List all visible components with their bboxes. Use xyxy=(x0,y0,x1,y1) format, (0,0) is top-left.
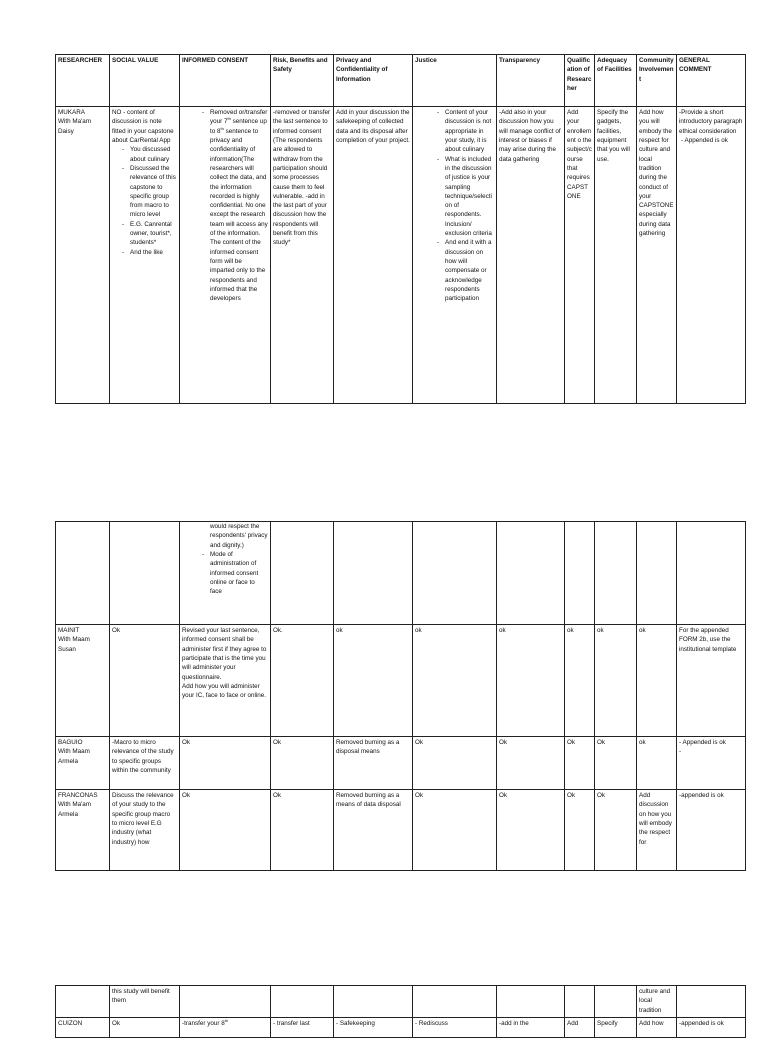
list-item: - You discussed about culinary xyxy=(130,145,177,164)
social-value-cell: Discuss the relevance of your study to the specific group macro to micro level E.G industry (what industry) how xyxy=(110,790,180,871)
researcher-cell xyxy=(56,107,110,404)
header-transparency: Transparency xyxy=(497,55,565,107)
list-item: - And the like xyxy=(130,248,177,257)
privacy-cell: - Safekeeping xyxy=(334,1018,413,1038)
informed-consent-cell: -transfer your 8th xyxy=(180,1018,271,1038)
header-informed-consent: INFORMED CONSENT xyxy=(180,55,271,107)
list-item: - What is included in the discussion of justice is your sampling technique/selection of respondents. Inclusion/ exclusion criteria xyxy=(445,155,494,239)
informed-consent-cell: Ok xyxy=(180,737,271,790)
list-item: - E.G. Canrental owner, tourist*, students* xyxy=(130,220,177,248)
list-item: - Content of your discussion is not appropriate in your study, it is about culinary xyxy=(445,108,494,155)
qualification-cell: ok xyxy=(565,625,595,737)
researcher-cell: MAINIT With Maam Susan xyxy=(56,625,110,737)
header-risk-benefits-safety: Risk, Benefits and Safety xyxy=(271,55,334,107)
transparency-cell: ok xyxy=(497,625,565,737)
justice-cell: Ok xyxy=(413,737,497,790)
transparency-cell: -add in the xyxy=(497,1018,565,1038)
general-comment-cell: -Provide a short introductory paragraph ethical consideration - Appended is ok xyxy=(677,107,746,404)
general-comment-cell: For the appended FORM 2b, use the institutional template xyxy=(677,625,746,737)
community-cell: culture and local tradition xyxy=(637,986,677,1018)
social-value-cell: Ok xyxy=(110,1018,180,1038)
header-social-value: SOCIAL VALUE xyxy=(110,55,180,107)
risk-cell: -removed or transfer the last sentence to informed consent (The respondents are allowed to withdraw from the participation should some processes cause them to feel vulnerable. -add in the last part of your discussion how the respondents will benefit from this study* xyxy=(271,107,334,404)
justice-cell: - Rediscuss xyxy=(413,1018,497,1038)
general-comment-cell: -appended is ok xyxy=(677,1018,746,1038)
researcher-name: MUKARA xyxy=(58,109,85,116)
header-privacy-confidentiality: Privacy and Confidentiality of Information xyxy=(334,55,413,107)
justice-cell: Ok xyxy=(413,790,497,871)
transparency-cell: -Add also in your discussion how you will manage conflict of interest or biases if may arise during the data gathering xyxy=(497,107,565,404)
transparency-cell: Ok xyxy=(497,790,565,871)
community-cell: Add how xyxy=(637,1018,677,1038)
list-item: - Removed or/transfer your 7th sentence up to 8th sentence to privacy and confidentiality of information(The researchers will collect the data, and the information recorded is highly confidential. No one except the research team will access any of the information. The content of the informed consent form will be imparted only to the respondents and informed that the developers xyxy=(210,108,268,304)
informed-consent-cell xyxy=(180,107,271,404)
researcher-cell: FRANCONAS With Ma'am Armela xyxy=(56,790,110,871)
risk-cell: - transfer last xyxy=(271,1018,334,1038)
header-qualification: Qualification of Researcher xyxy=(565,55,595,107)
social-value-cell: -Macro to micro relevance of the study to specific groups within the community xyxy=(110,737,180,790)
risk-cell: Ok xyxy=(271,790,334,871)
list-item: - Mode of administration of informed consent online or face to face xyxy=(210,550,268,597)
header-community: Community Involvement xyxy=(637,55,677,107)
general-comment-cell: - Appended is ok - xyxy=(677,737,746,790)
risk-cell: Ok. xyxy=(271,625,334,737)
justice-cell: ok xyxy=(413,625,497,737)
table-row xyxy=(56,107,746,404)
adequacy-cell: Specify xyxy=(595,1018,637,1038)
qualification-cell: Ok xyxy=(565,737,595,790)
qualification-cell: Add xyxy=(565,1018,595,1038)
justice-cell xyxy=(413,107,497,404)
header-researcher: RESEARCHER xyxy=(56,55,110,107)
social-value-cell: Ok xyxy=(110,625,180,737)
review-table-page-1 xyxy=(55,54,746,404)
community-cell: Add discussion on how you will embody the respect for xyxy=(637,790,677,871)
header-row xyxy=(56,55,746,107)
community-cell: Add how you will embody the respect for culture and local tradition during the conduct of your CAPSTONE especially during data gathering xyxy=(637,107,677,404)
privacy-cell: Add in your discussion the safekeeping of collected data and its disposal after completion of your project. xyxy=(334,107,413,404)
informed-consent-cell: Revised your last sentence, informed consent shall be administer first if they agree to participate that is the time you will administer your questionnaire. Add how you will administer your IC, face to face or online. xyxy=(180,625,271,737)
researcher-adviser: With Ma'am Daisy xyxy=(58,118,93,135)
table-row xyxy=(56,790,746,871)
table-row xyxy=(56,625,746,737)
list-item: - And end it with a discussion on how will compensate or acknowledge respondents participation xyxy=(445,238,494,303)
table-row xyxy=(56,1018,746,1038)
header-general-comment: GENERAL COMMENT xyxy=(677,55,746,107)
privacy-cell: ok xyxy=(334,625,413,737)
qualification-cell: Ok xyxy=(565,790,595,871)
review-table-page-3 xyxy=(55,985,746,1038)
informed-consent-cell: would respect the respondents' privacy and dignity.) - Mode of administration of informed consent online or face to face xyxy=(180,522,271,625)
social-value-cell: this study will benefit them xyxy=(110,986,180,1018)
social-value-cell: NO - content of discussion is note fitted in your capstone about CarRental App - You discussed about culinary - Discussed the relevance of this capstone to specific group from macro to micro level - E.G. Canrental owner, tourist*, students* - And the like xyxy=(110,107,180,404)
community-cell: ok xyxy=(637,625,677,737)
header-justice: Justice xyxy=(413,55,497,107)
table-row xyxy=(56,986,746,1018)
table-row xyxy=(56,522,746,625)
risk-cell: Ok xyxy=(271,737,334,790)
transparency-cell: Ok xyxy=(497,737,565,790)
community-cell: ok xyxy=(637,737,677,790)
researcher-cell: BAGUIO With Maam Armela xyxy=(56,737,110,790)
informed-consent-cell: Ok xyxy=(180,790,271,871)
general-comment-cell: -appended is ok xyxy=(677,790,746,871)
list-item: - Discussed the relevance of this capstone to specific group from macro to micro level xyxy=(130,164,177,220)
privacy-cell: Removed burning as a means of data disposal xyxy=(334,790,413,871)
header-adequacy: Adequacy of Facilities xyxy=(595,55,637,107)
review-table-page-2 xyxy=(55,521,746,871)
table-row xyxy=(56,737,746,790)
adequacy-cell: Specify the gadgets, facilities, equipment that you will use. xyxy=(595,107,637,404)
adequacy-cell: Ok xyxy=(595,737,637,790)
adequacy-cell: Ok xyxy=(595,790,637,871)
qualification-cell: Add your enrollement o the subject/course that requires CAPSTONE xyxy=(565,107,595,404)
adequacy-cell: ok xyxy=(595,625,637,737)
privacy-cell: Removed burning as a disposal means xyxy=(334,737,413,790)
researcher-cell: CUIZON xyxy=(56,1018,110,1038)
